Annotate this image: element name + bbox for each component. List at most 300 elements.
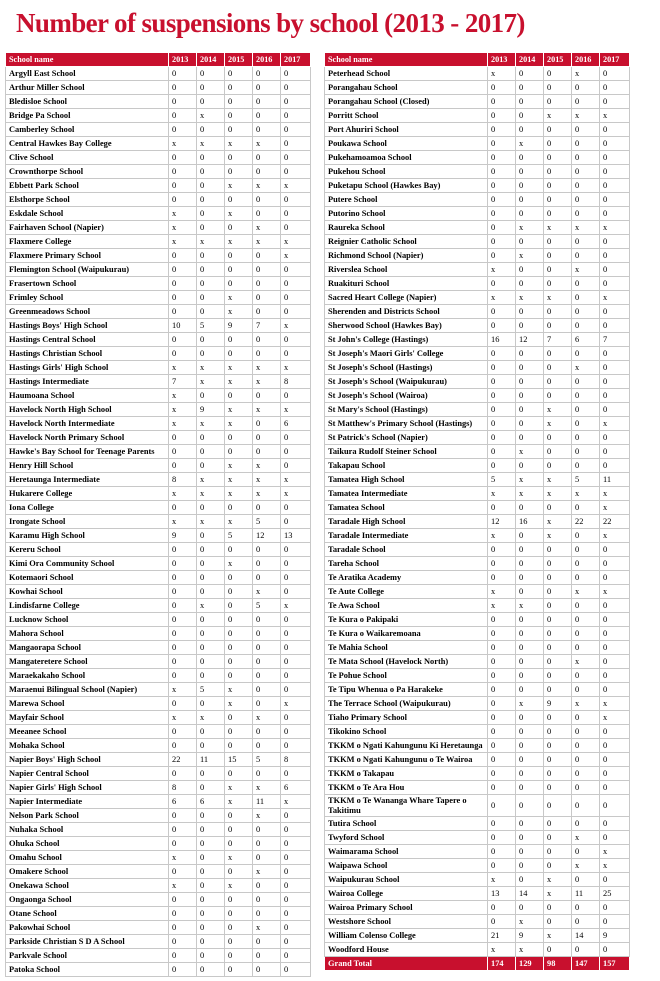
suspension-count-cell: 0	[544, 151, 572, 165]
suspension-count-cell: 0	[544, 305, 572, 319]
suspension-count-cell: 0	[253, 543, 281, 557]
table-row	[6, 81, 311, 95]
suspension-count-cell: 9	[516, 929, 544, 943]
school-name-cell: Porangahau School (Closed)	[325, 95, 488, 109]
suspension-count-cell: 0	[197, 921, 225, 935]
suspension-count-cell: 9	[169, 529, 197, 543]
suspension-count-cell: 0	[600, 817, 630, 831]
table-row	[6, 403, 311, 417]
suspension-count-cell: 0	[600, 305, 630, 319]
suspension-count-cell: 0	[600, 95, 630, 109]
suspension-count-cell: 0	[544, 179, 572, 193]
suspension-count-cell: x	[516, 221, 544, 235]
suspension-count-cell: 0	[281, 655, 311, 669]
school-name-cell: Waipukurau School	[325, 873, 488, 887]
school-name-cell: Te Mahia School	[325, 641, 488, 655]
table-row	[6, 67, 311, 81]
suspension-count-cell: 0	[488, 571, 516, 585]
table-row	[6, 431, 311, 445]
suspension-count-cell: 0	[488, 445, 516, 459]
suspension-count-cell: 0	[253, 837, 281, 851]
table-row	[325, 361, 630, 375]
suspension-count-cell: 0	[488, 641, 516, 655]
suspension-count-cell: 6	[169, 795, 197, 809]
suspension-count-cell: 0	[488, 123, 516, 137]
suspension-count-cell: 0	[169, 557, 197, 571]
suspension-count-cell: 0	[169, 641, 197, 655]
table-row	[325, 249, 630, 263]
suspension-count-cell: 0	[544, 599, 572, 613]
suspension-count-cell: 0	[600, 599, 630, 613]
suspension-count-cell: x	[197, 599, 225, 613]
school-name-cell: Te Kura o Waikaremoana	[325, 627, 488, 641]
school-name-cell: Westshore School	[325, 915, 488, 929]
suspension-count-cell: 0	[225, 655, 253, 669]
school-name-cell: St Joseph's School (Waipukurau)	[325, 375, 488, 389]
suspension-count-cell: 0	[281, 95, 311, 109]
table-row	[6, 781, 311, 795]
grand-total-value: 174	[488, 957, 516, 971]
suspension-count-cell: 0	[488, 767, 516, 781]
table-row	[6, 123, 311, 137]
suspension-count-cell: 0	[600, 627, 630, 641]
school-name-cell: Clive School	[6, 151, 169, 165]
school-name-cell: Porritt School	[325, 109, 488, 123]
suspension-count-cell: x	[544, 873, 572, 887]
suspension-count-cell: 0	[169, 585, 197, 599]
school-name-cell: Bridge Pa School	[6, 109, 169, 123]
suspension-count-cell: x	[169, 403, 197, 417]
suspension-count-cell: 0	[169, 501, 197, 515]
suspension-count-cell: 12	[253, 529, 281, 543]
table-row	[6, 529, 311, 543]
table-row	[6, 137, 311, 151]
school-name-cell: Puketapu School (Hawkes Bay)	[325, 179, 488, 193]
table-row	[325, 627, 630, 641]
suspension-count-cell: 0	[600, 543, 630, 557]
suspension-count-cell: 0	[516, 431, 544, 445]
suspension-count-cell: 0	[253, 767, 281, 781]
school-name-cell: Hukarere College	[6, 487, 169, 501]
table-header-row	[325, 53, 630, 67]
suspension-count-cell: 0	[516, 831, 544, 845]
school-name-cell: Ebbett Park School	[6, 179, 169, 193]
table-row	[325, 179, 630, 193]
table-row	[6, 669, 311, 683]
table-row	[325, 123, 630, 137]
suspension-count-cell: 0	[281, 669, 311, 683]
suspension-count-cell: 0	[516, 557, 544, 571]
table-row	[6, 333, 311, 347]
school-name-cell: Maraekakaho School	[6, 669, 169, 683]
school-name-cell: Havelock North Intermediate	[6, 417, 169, 431]
suspension-count-cell: 0	[516, 901, 544, 915]
suspension-count-cell: 0	[544, 943, 572, 957]
suspension-count-cell: 0	[197, 431, 225, 445]
suspension-count-cell: 0	[281, 347, 311, 361]
suspension-count-cell: 0	[281, 935, 311, 949]
suspension-count-cell: 0	[253, 81, 281, 95]
suspension-count-cell: 0	[572, 915, 600, 929]
suspension-count-cell: 0	[600, 445, 630, 459]
table-row	[6, 557, 311, 571]
table-row	[6, 627, 311, 641]
table-row	[6, 837, 311, 851]
suspension-count-cell: 0	[169, 893, 197, 907]
suspension-count-cell: 0	[169, 249, 197, 263]
school-name-cell: Parkside Christian S D A School	[6, 935, 169, 949]
school-name-cell: Ruakituri School	[325, 277, 488, 291]
suspension-count-cell: 0	[281, 641, 311, 655]
suspension-count-cell: 0	[544, 767, 572, 781]
suspension-count-cell: 0	[197, 263, 225, 277]
suspension-count-cell: 0	[600, 613, 630, 627]
grand-total-value: 129	[516, 957, 544, 971]
suspension-count-cell: 0	[197, 781, 225, 795]
suspension-count-cell: 0	[488, 221, 516, 235]
table-row	[325, 529, 630, 543]
table-row	[325, 697, 630, 711]
table-row	[6, 725, 311, 739]
suspension-count-cell: 0	[197, 571, 225, 585]
suspension-count-cell: x	[516, 291, 544, 305]
suspension-count-cell: 0	[281, 389, 311, 403]
suspension-count-cell: 0	[197, 123, 225, 137]
suspension-count-cell: 0	[488, 711, 516, 725]
table-row	[6, 193, 311, 207]
suspension-count-cell: 21	[488, 929, 516, 943]
suspension-count-cell: 0	[253, 277, 281, 291]
suspension-count-cell: 0	[516, 795, 544, 817]
suspension-count-cell: 0	[488, 277, 516, 291]
suspension-count-cell: x	[572, 361, 600, 375]
suspension-count-cell: 0	[169, 697, 197, 711]
suspension-count-cell: 0	[169, 445, 197, 459]
suspension-count-cell: 6	[197, 795, 225, 809]
suspension-count-cell: 0	[488, 501, 516, 515]
table-row	[6, 95, 311, 109]
suspension-count-cell: x	[197, 487, 225, 501]
table-row	[325, 795, 630, 817]
suspension-count-cell: 0	[516, 859, 544, 873]
table-row	[325, 277, 630, 291]
suspension-count-cell: x	[488, 291, 516, 305]
suspension-count-cell: x	[600, 487, 630, 501]
table-row	[325, 711, 630, 725]
suspension-count-cell: 0	[253, 641, 281, 655]
suspension-count-cell: 0	[544, 845, 572, 859]
suspension-count-cell: x	[600, 417, 630, 431]
suspension-count-cell: x	[281, 403, 311, 417]
suspension-count-cell: 0	[572, 249, 600, 263]
suspension-count-cell: 0	[544, 817, 572, 831]
school-name-cell: Flaxmere College	[6, 235, 169, 249]
suspension-count-cell: 0	[600, 753, 630, 767]
suspension-count-cell: 0	[516, 669, 544, 683]
suspension-count-cell: x	[225, 487, 253, 501]
table-row	[325, 915, 630, 929]
suspension-count-cell: 0	[600, 683, 630, 697]
suspension-count-cell: 0	[600, 739, 630, 753]
table-row	[6, 809, 311, 823]
suspension-count-cell: 0	[544, 831, 572, 845]
suspension-count-cell: 0	[197, 935, 225, 949]
suspension-count-cell: 9	[197, 403, 225, 417]
table-row	[325, 263, 630, 277]
suspension-count-cell: x	[516, 697, 544, 711]
suspension-count-cell: x	[600, 529, 630, 543]
table-row	[325, 291, 630, 305]
suspension-count-cell: 0	[544, 613, 572, 627]
school-name-cell: Kowhai School	[6, 585, 169, 599]
suspension-count-cell: 0	[225, 739, 253, 753]
suspension-count-cell: x	[169, 515, 197, 529]
table-row	[325, 305, 630, 319]
suspension-count-cell: 0	[253, 907, 281, 921]
suspension-count-cell: x	[488, 263, 516, 277]
school-name-cell: Sacred Heart College (Napier)	[325, 291, 488, 305]
suspension-count-cell: 0	[197, 557, 225, 571]
suspension-count-cell: x	[169, 851, 197, 865]
suspension-count-cell: 0	[544, 445, 572, 459]
suspension-count-cell: 0	[544, 725, 572, 739]
suspension-count-cell: 0	[572, 557, 600, 571]
suspension-count-cell: 0	[572, 571, 600, 585]
suspension-count-cell: 0	[169, 333, 197, 347]
suspension-count-cell: 0	[197, 207, 225, 221]
suspension-count-cell: 0	[516, 613, 544, 627]
suspension-count-cell: x	[572, 697, 600, 711]
school-name-cell: Flemington School (Waipukurau)	[6, 263, 169, 277]
suspension-count-cell: 0	[225, 823, 253, 837]
suspension-count-cell: 0	[225, 95, 253, 109]
column-header-year: 2017	[281, 53, 311, 67]
suspension-count-cell: 0	[253, 879, 281, 893]
school-name-cell: Frimley School	[6, 291, 169, 305]
suspension-count-cell: x	[281, 795, 311, 809]
suspension-count-cell: 0	[516, 739, 544, 753]
suspension-count-cell: 0	[544, 683, 572, 697]
suspension-count-cell: 0	[544, 711, 572, 725]
suspension-count-cell: 0	[544, 571, 572, 585]
suspension-count-cell: 0	[197, 837, 225, 851]
suspension-count-cell: 0	[169, 165, 197, 179]
table-row	[325, 543, 630, 557]
suspension-count-cell: 0	[516, 711, 544, 725]
suspension-count-cell: 0	[544, 361, 572, 375]
suspension-count-cell: 0	[225, 767, 253, 781]
suspension-count-cell: 0	[488, 557, 516, 571]
suspension-count-cell: 0	[544, 459, 572, 473]
suspension-count-cell: x	[516, 915, 544, 929]
suspension-count-cell: x	[225, 291, 253, 305]
suspension-count-cell: 0	[281, 277, 311, 291]
suspension-count-cell: 0	[572, 347, 600, 361]
suspension-count-cell: x	[225, 697, 253, 711]
suspension-count-cell: x	[169, 221, 197, 235]
suspension-count-cell: 0	[169, 921, 197, 935]
suspension-count-cell: 0	[225, 165, 253, 179]
suspension-count-cell: x	[225, 375, 253, 389]
school-name-cell: Te Awa School	[325, 599, 488, 613]
suspension-count-cell: 0	[225, 963, 253, 977]
suspension-count-cell: 0	[488, 697, 516, 711]
suspension-count-cell: 0	[516, 67, 544, 81]
suspension-count-cell: 0	[572, 165, 600, 179]
suspension-count-cell: 0	[197, 641, 225, 655]
school-name-cell: Hastings Central School	[6, 333, 169, 347]
school-name-cell: Eskdale School	[6, 207, 169, 221]
suspension-count-cell: 0	[281, 851, 311, 865]
suspension-count-cell: 0	[281, 221, 311, 235]
suspension-count-cell: x	[225, 137, 253, 151]
suspension-count-cell: 0	[169, 963, 197, 977]
suspension-count-cell: 8	[281, 375, 311, 389]
suspension-count-cell: x	[225, 795, 253, 809]
table-row	[6, 501, 311, 515]
suspension-count-cell: 0	[253, 291, 281, 305]
suspension-count-cell: 0	[488, 431, 516, 445]
table-header-row	[6, 53, 311, 67]
table-row	[6, 249, 311, 263]
suspension-count-cell: 0	[572, 943, 600, 957]
suspension-count-cell: 0	[197, 81, 225, 95]
school-name-cell: Mangateretere School	[6, 655, 169, 669]
suspension-count-cell: x	[253, 459, 281, 473]
table-row	[325, 571, 630, 585]
suspension-count-cell: 0	[281, 151, 311, 165]
suspension-count-cell: 5	[225, 529, 253, 543]
suspension-count-cell: 0	[253, 347, 281, 361]
suspension-count-cell: x	[516, 599, 544, 613]
suspension-count-cell: 0	[488, 739, 516, 753]
suspension-count-cell: 0	[253, 417, 281, 431]
suspension-count-cell: 0	[225, 613, 253, 627]
suspension-count-cell: 0	[197, 305, 225, 319]
suspension-count-cell: x	[169, 207, 197, 221]
suspension-count-cell: 0	[572, 873, 600, 887]
suspension-count-cell: 0	[169, 263, 197, 277]
suspension-count-cell: x	[488, 67, 516, 81]
suspension-count-cell: 0	[544, 753, 572, 767]
suspension-count-cell: 0	[572, 641, 600, 655]
suspension-count-cell: 9	[225, 319, 253, 333]
suspension-count-cell: 0	[488, 901, 516, 915]
suspension-count-cell: x	[197, 711, 225, 725]
suspension-count-cell: 0	[516, 767, 544, 781]
suspension-count-cell: 0	[197, 585, 225, 599]
suspension-count-cell: 0	[572, 151, 600, 165]
suspension-count-cell: 0	[225, 627, 253, 641]
suspension-count-cell: x	[281, 487, 311, 501]
suspension-count-cell: 0	[544, 319, 572, 333]
suspension-count-cell: 0	[281, 907, 311, 921]
school-name-cell: Otane School	[6, 907, 169, 921]
suspension-count-cell: 0	[197, 809, 225, 823]
column-header-school-name: School name	[6, 53, 169, 67]
suspension-count-cell: 0	[544, 655, 572, 669]
suspension-count-cell: 8	[169, 781, 197, 795]
school-name-cell: Camberley School	[6, 123, 169, 137]
school-name-cell: Raureka School	[325, 221, 488, 235]
suspension-count-cell: 15	[225, 753, 253, 767]
suspension-count-cell: 0	[225, 249, 253, 263]
suspension-count-cell: 0	[516, 95, 544, 109]
suspension-count-cell: 0	[516, 277, 544, 291]
suspension-count-cell: 0	[516, 165, 544, 179]
suspension-count-cell: 0	[516, 683, 544, 697]
suspension-count-cell: x	[253, 137, 281, 151]
suspension-count-cell: 0	[197, 529, 225, 543]
suspension-count-cell: 0	[516, 151, 544, 165]
suspension-count-cell: 0	[169, 543, 197, 557]
suspension-count-cell: 11	[197, 753, 225, 767]
suspension-count-cell: 0	[600, 831, 630, 845]
suspension-count-cell: 0	[544, 669, 572, 683]
school-name-cell: Taikura Rudolf Steiner School	[325, 445, 488, 459]
school-name-cell: Hastings Boys' High School	[6, 319, 169, 333]
suspension-count-cell: 0	[281, 585, 311, 599]
suspension-count-cell: 0	[488, 403, 516, 417]
table-row	[325, 781, 630, 795]
suspension-count-cell: 0	[516, 207, 544, 221]
table-row	[325, 901, 630, 915]
school-name-cell: Bledisloe School	[6, 95, 169, 109]
suspension-count-cell: 0	[225, 921, 253, 935]
suspension-count-cell: 0	[600, 767, 630, 781]
suspension-count-cell: 9	[600, 929, 630, 943]
table-row	[325, 151, 630, 165]
school-name-cell: Tamatea School	[325, 501, 488, 515]
suspension-count-cell: 0	[253, 123, 281, 137]
table-row	[6, 879, 311, 893]
table-row	[325, 599, 630, 613]
suspension-count-cell: 0	[197, 389, 225, 403]
suspension-count-cell: 0	[572, 389, 600, 403]
suspension-count-cell: 0	[488, 249, 516, 263]
suspension-count-cell: 0	[572, 669, 600, 683]
suspension-count-cell: 0	[253, 501, 281, 515]
school-name-cell: Peterhead School	[325, 67, 488, 81]
suspension-count-cell: 0	[516, 235, 544, 249]
table-row	[6, 543, 311, 557]
suspension-count-cell: 0	[281, 963, 311, 977]
suspension-count-cell: 5	[572, 473, 600, 487]
suspension-count-cell: 0	[169, 837, 197, 851]
suspension-count-cell: 0	[281, 445, 311, 459]
suspension-count-cell: x	[253, 221, 281, 235]
suspension-count-cell: x	[225, 235, 253, 249]
table-row	[6, 487, 311, 501]
suspension-count-cell: 0	[544, 543, 572, 557]
suspension-count-cell: 0	[225, 81, 253, 95]
suspension-count-cell: x	[516, 487, 544, 501]
suspension-count-cell: 0	[225, 865, 253, 879]
suspension-count-cell: 0	[169, 599, 197, 613]
suspension-count-cell: x	[544, 887, 572, 901]
school-name-cell: Kimi Ora Community School	[6, 557, 169, 571]
suspensions-table-right	[324, 52, 630, 971]
table-row	[6, 319, 311, 333]
suspension-count-cell: 0	[253, 445, 281, 459]
suspension-count-cell: 0	[225, 599, 253, 613]
suspension-count-cell: x	[169, 137, 197, 151]
suspension-count-cell: 0	[488, 375, 516, 389]
table-row	[6, 515, 311, 529]
suspension-count-cell: 0	[516, 179, 544, 193]
suspension-count-cell: 0	[600, 431, 630, 445]
suspension-count-cell: x	[488, 585, 516, 599]
